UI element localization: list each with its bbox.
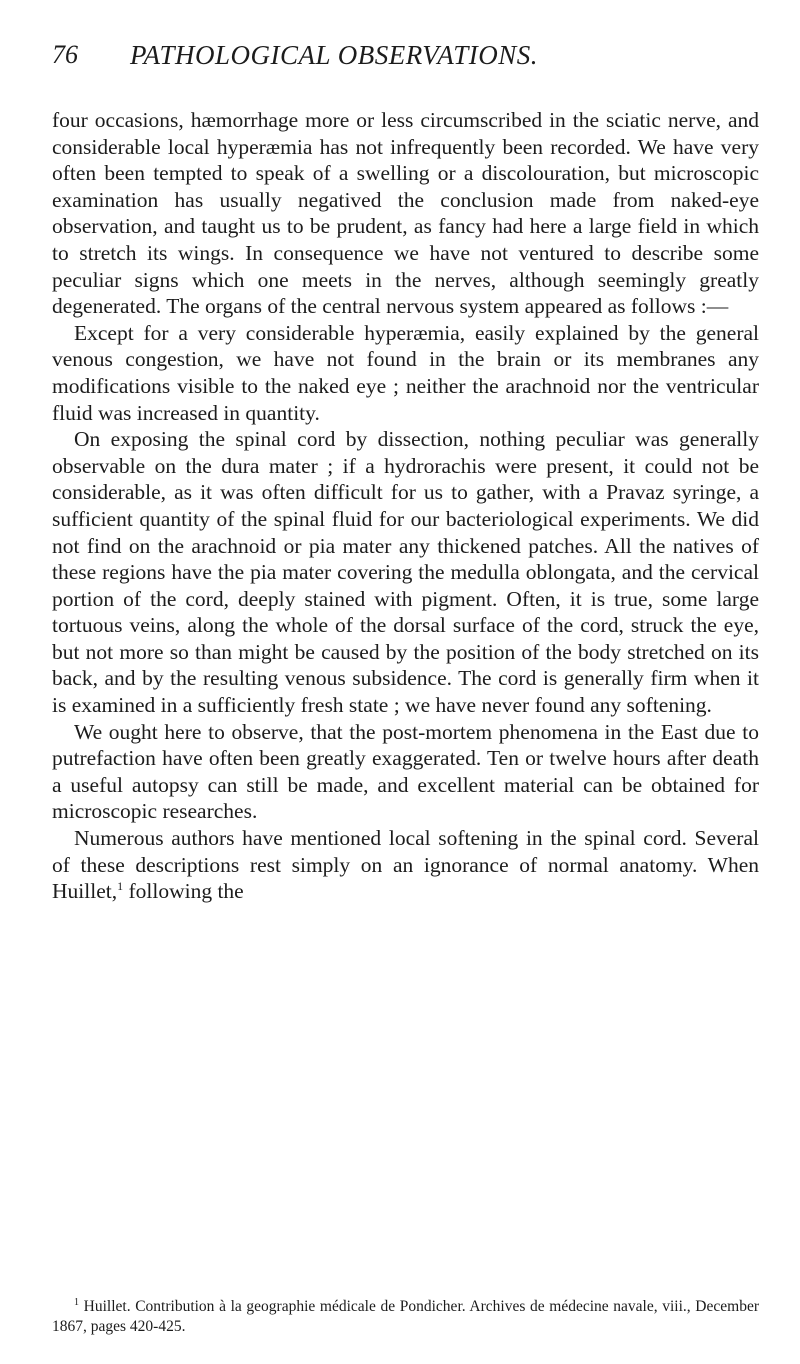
- page-number: 76: [52, 40, 78, 69]
- paragraph-5: [52, 825, 759, 905]
- paragraph-4: We ought here to observe, that the post-mortem phenomena in the East due to putrefaction have often been greatly exaggerated. Ten or twelve hours after death a useful autopsy can still be made, and excellent material can be obtained for microscopic researches.: [52, 719, 759, 824]
- paragraph-2: Except for a very considerable hyperæmia, easily explained by the general venous congestion, we have not found in the brain or its membranes any modifications visible to the naked eye ; neither the arachnoid nor the ventricular fluid was increased in quantity.: [52, 320, 759, 425]
- footnote-marker: 1: [74, 1296, 79, 1308]
- footnote-1: [52, 1297, 759, 1337]
- footnotes: [52, 1297, 759, 1337]
- paragraph-3: On exposing the spinal cord by dissection, nothing peculiar was generally observable on the dura mater ; if a hydrorachis were present, it could not be considerable, as it was often difficult for us to gather, with a Pravaz syringe, a sufficient quantity of the spinal fluid for our bacteriological experiments. We did not find on the arachnoid or pia mater any thickened patches. All the natives of these regions have the pia mater covering the medulla oblongata, and the cervical portion of the cord, deeply stained with pigment. Often, it is true, some large tortuous veins, along the whole of the dorsal surface of the cord, struck the eye, but not more so than might be caused by the position of the body stretched on its back, and by the resulting venous subsidence. The cord is generally firm when it is examined in a sufficiently fresh state ; we have never found any softening.: [52, 427, 759, 718]
- running-head: PATHOLOGICAL OBSERVATIONS.: [130, 40, 539, 70]
- footnote-reference: 1: [117, 879, 124, 894]
- paragraph-1: four occasions, hæmorrhage more or less circumscribed in the sciatic nerve, and considerable local hyperæmia has not infrequently been recorded. We have very often been tempted to speak of a swelling or a discolouration, but microscopic examination has usually negatived the conclusion made from naked-eye observation, and taught us to be prudent, as fancy had here a large field in which to stretch its wings. In consequence we have not ventured to describe some peculiar signs which one meets in the nerves, although seemingly greatly degenerated. The organs of the central nervous system appeared as follows :—: [52, 108, 759, 319]
- body-text: [52, 107, 759, 905]
- page-header: [52, 40, 752, 80]
- paragraph-5-continuation: following the: [123, 879, 244, 904]
- paragraph-5-text: Numerous authors have mentioned local softening in the spinal cord. Several of these descriptions rest simply on an ignorance of normal anatomy. When Huillet,: [52, 826, 759, 904]
- footnote-text: Huillet. Contribution à la geographie médicale de Pondicher. Archives de médecine navale, viii., December 1867, pages 420-425.: [52, 1298, 759, 1335]
